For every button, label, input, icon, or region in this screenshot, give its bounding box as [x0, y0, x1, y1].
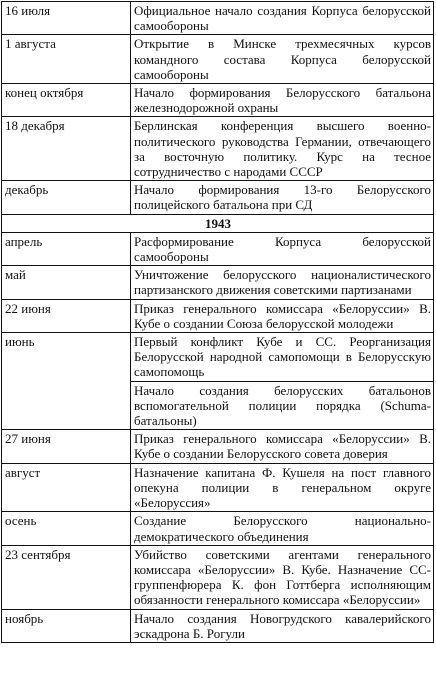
date-cell: 27 июня — [2, 430, 131, 463]
table-row — [2, 84, 434, 117]
event-cell: Официальное начало создания Корпуса белорусской самообороны — [131, 2, 434, 35]
table-row — [2, 463, 434, 512]
event-cell: Приказ генерального комиссара «Белоруссии» В. Кубе о создании Белорусского совета доверия — [131, 430, 434, 463]
date-cell: 1 августа — [2, 35, 131, 84]
date-cell: май — [2, 266, 131, 299]
event-cell: Расформирование Корпуса белорусской самообороны — [131, 232, 434, 265]
table-row — [2, 545, 434, 609]
event-cell: Начало формирования Белорусского батальона железнодорожной охраны — [131, 84, 434, 117]
event-cell: Берлинская конференция высшего военно-политического руководства Германии, отвечающего за восточную политику. Курс на тесное сотрудничество с народами СССР — [131, 117, 434, 181]
date-cell: осень — [2, 512, 131, 545]
event-cell: Убийство советскими агентами генерального комиссара «Белоруссии» В. Кубе. Назначение СС-группенфюрера К. фон Готтберга исполняющим обязанности генерального комиссара «Белоруссии» — [131, 545, 434, 609]
chronology-body — [2, 2, 434, 643]
event-cell: Начало создания белорусских батальонов вспомогательной полиции порядка (Schuma-батальоны) — [131, 381, 434, 430]
date-cell: 18 декабря — [2, 117, 131, 181]
table-row — [2, 117, 434, 181]
date-cell: 16 июля — [2, 2, 131, 35]
table-row — [2, 2, 434, 35]
date-cell: 23 сентября — [2, 545, 131, 609]
table-row — [2, 333, 434, 382]
table-row — [2, 266, 434, 299]
event-cell: Начало формирования 13-го Белорусского полицейского батальона при СД — [131, 181, 434, 214]
event-cell: Приказ генерального комиссара «Белоруссии» В. Кубе о создании Союза белорусской молодежи — [131, 299, 434, 332]
year-row — [2, 214, 434, 232]
table-row — [2, 430, 434, 463]
table-row — [2, 512, 434, 545]
event-cell: Назначение капитана Ф. Кушеля на пост главного опекуна полиции в генеральном округе «Белоруссия» — [131, 463, 434, 512]
table-row — [2, 299, 434, 332]
date-cell: август — [2, 463, 131, 512]
event-cell: Создание Белорусского национально-демократического объединения — [131, 512, 434, 545]
table-row — [2, 35, 434, 84]
event-cell: Уничтожение белорусского националистического партизанского движения советскими партизанами — [131, 266, 434, 299]
table-row — [2, 232, 434, 265]
date-cell: апрель — [2, 232, 131, 265]
year-heading: 1943 — [2, 214, 434, 232]
event-cell: Открытие в Минске трехмесячных курсов командного состава Корпуса белорусской самообороны — [131, 35, 434, 84]
table-row — [2, 609, 434, 642]
date-cell: июнь — [2, 333, 131, 430]
date-cell: конец октября — [2, 84, 131, 117]
date-cell: 22 июня — [2, 299, 131, 332]
table-row — [2, 181, 434, 214]
event-cell: Начало создания Новогрудского кавалерийского эскадрона Б. Рогули — [131, 609, 434, 642]
event-cell: Первый конфликт Кубе и СС. Реорганизация Белорусской народной самопомощи в Белорусскую самопомощь — [131, 333, 434, 382]
chronology-table — [1, 1, 434, 643]
date-cell: ноябрь — [2, 609, 131, 642]
date-cell: декабрь — [2, 181, 131, 214]
